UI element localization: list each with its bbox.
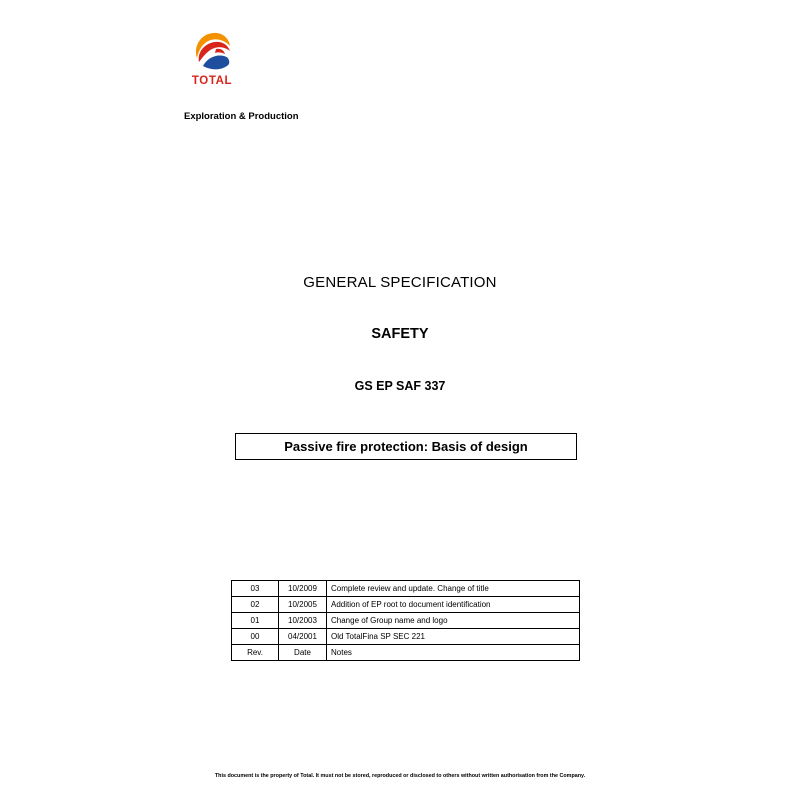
rev-cell: 02 [232, 597, 279, 613]
document-title: Passive fire protection: Basis of design [284, 439, 528, 454]
document-title-box [235, 433, 577, 460]
rev-cell: 03 [232, 581, 279, 597]
logo-wordmark: TOTAL [191, 75, 233, 87]
table-row [232, 629, 580, 645]
table-row [232, 613, 580, 629]
table-header-row [232, 645, 580, 661]
total-logo-mark [189, 28, 235, 74]
division-name: Exploration & Production [184, 111, 299, 122]
revision-table [231, 580, 580, 661]
document-subject: SAFETY [371, 326, 429, 342]
date-cell: 10/2009 [279, 581, 327, 597]
table-row [232, 581, 580, 597]
total-logo [184, 28, 240, 92]
rev-cell: 00 [232, 629, 279, 645]
table-row [232, 597, 580, 613]
date-cell: 10/2003 [279, 613, 327, 629]
notes-cell: Old TotalFina SP SEC 221 [327, 629, 580, 645]
document-reference: GS EP SAF 337 [354, 379, 446, 393]
document-category: GENERAL SPECIFICATION [303, 274, 497, 291]
date-cell: 04/2001 [279, 629, 327, 645]
notes-header: Notes [327, 645, 580, 661]
confidentiality-notice: This document is the property of Total. It must not be stored, reproduced or disclosed to others without written authorisation from the Company. [214, 773, 586, 779]
rev-cell: 01 [232, 613, 279, 629]
rev-header: Rev. [232, 645, 279, 661]
notes-cell: Addition of EP root to document identification [327, 597, 580, 613]
date-cell: 10/2005 [279, 597, 327, 613]
date-header: Date [279, 645, 327, 661]
notes-cell: Complete review and update. Change of title [327, 581, 580, 597]
notes-cell: Change of Group name and logo [327, 613, 580, 629]
